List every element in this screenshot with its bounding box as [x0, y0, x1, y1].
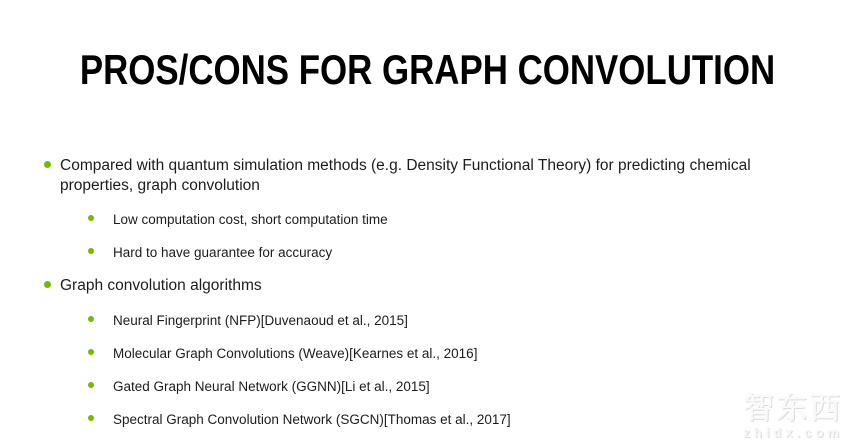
- bullet-icon: [88, 215, 94, 221]
- bullet-item: [88, 211, 855, 228]
- bullet-text: Compared with quantum simulation methods (e.g. Density Functional Theory) for predicting chemical properties, graph convolution: [60, 157, 751, 194]
- bullet-list: [0, 156, 855, 428]
- watermark: [743, 393, 843, 440]
- bullet-item: [44, 276, 855, 296]
- bullet-item: [88, 244, 855, 261]
- bullet-icon: [88, 415, 94, 421]
- bullet-icon: [88, 316, 94, 322]
- bullet-text: Graph convolution algorithms: [60, 277, 262, 294]
- bullet-text: Gated Graph Neural Network (GGNN)[Li et al., 2015]: [113, 378, 430, 394]
- bullet-icon: [88, 248, 94, 254]
- bullet-item: [88, 345, 855, 362]
- bullet-text: Spectral Graph Convolution Network (SGCN)[Thomas et al., 2017]: [113, 411, 511, 427]
- bullet-icon: [88, 382, 94, 388]
- bullet-icon: [44, 161, 51, 168]
- bullet-item: [88, 378, 855, 395]
- slide-title: PROS/CONS FOR GRAPH CONVOLUTION: [79, 46, 776, 93]
- bullet-icon: [44, 281, 51, 288]
- bullet-icon: [88, 349, 94, 355]
- watermark-domain: zhidx.com: [743, 425, 843, 440]
- bullet-text: Molecular Graph Convolutions (Weave)[Kearnes et al., 2016]: [113, 345, 478, 361]
- bullet-text: Neural Fingerprint (NFP)[Duvenaoud et al., 2015]: [113, 312, 408, 328]
- bullet-text: Low computation cost, short computation time: [113, 212, 388, 227]
- watermark-logo-text: 智东西: [743, 392, 843, 425]
- bullet-item: [88, 411, 855, 428]
- bullet-text: Hard to have guarantee for accuracy: [113, 245, 333, 260]
- bullet-item: [44, 156, 855, 195]
- bullet-item: [88, 312, 855, 329]
